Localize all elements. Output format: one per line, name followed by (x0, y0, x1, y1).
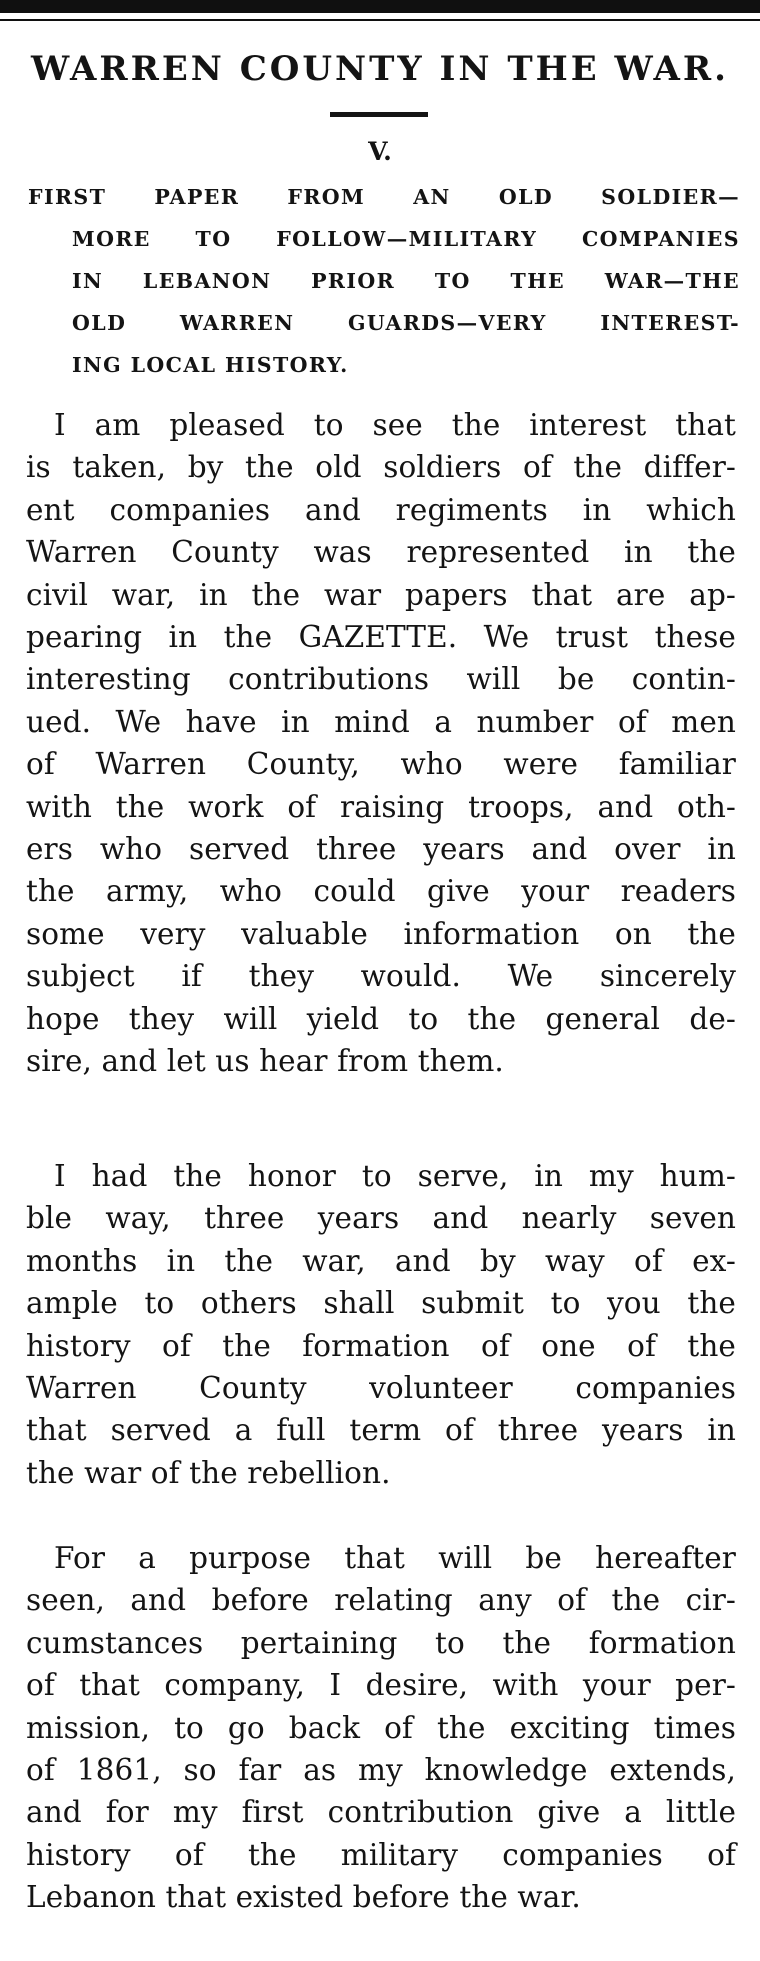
text-line: ble way, three years and nearly seven (26, 1201, 736, 1236)
text-line: interesting contributions will be contin- (26, 662, 736, 697)
deck-line: ING LOCAL HISTORY. (72, 353, 349, 377)
deck-line: MORE TO FOLLOW—MILITARY COMPANIES (72, 227, 740, 251)
text-line: mission, to go back of the exciting times (26, 1710, 736, 1745)
text-line: is taken, by the old soldiers of the differ- (26, 450, 736, 485)
paragraph-2 (26, 1155, 736, 1494)
text-line: seen, and before relating any of the cir- (26, 1583, 736, 1618)
headline-divider (330, 112, 428, 117)
text-line: history of the military companies of (26, 1837, 736, 1872)
article-deck (28, 176, 740, 386)
text-line: with the work of raising troops, and oth- (26, 789, 736, 824)
article-headline: WARREN COUNTY IN THE WAR. (30, 49, 730, 89)
text-line: Warren County was represented in the (26, 535, 736, 570)
text-line: of 1861, so far as my knowledge extends, (26, 1753, 736, 1788)
text-line: civil war, in the war papers that are ap- (26, 577, 736, 612)
text-line: sire, and let us hear from them. (26, 1044, 504, 1079)
text-line: the war of the rebellion. (26, 1455, 391, 1490)
text-line: Warren County volunteer companies (26, 1371, 736, 1406)
paragraph-3 (26, 1537, 736, 1919)
text-line: some very valuable information on the (26, 916, 736, 951)
text-line: For a purpose that will be hereafter (54, 1541, 736, 1575)
text-line: of that company, I desire, with your per- (26, 1668, 736, 1703)
top-thin-rule (0, 19, 760, 21)
text-line: Lebanon that existed before the war. (26, 1880, 581, 1915)
text-line: pearing in the GAZETTE. We trust these (26, 620, 736, 655)
text-line: that served a full term of three years in (26, 1413, 736, 1448)
text-line: I am pleased to see the interest that (54, 408, 736, 442)
text-line: ample to others shall submit to you the (26, 1286, 736, 1321)
text-line: ent companies and regiments in which (26, 492, 736, 527)
text-line: subject if they would. We sincerely (26, 959, 736, 994)
deck-line: OLD WARREN GUARDS—VERY INTEREST- (72, 311, 740, 335)
deck-line: IN LEBANON PRIOR TO THE WAR—THE (72, 269, 740, 293)
text-line: and for my first contribution give a little (26, 1795, 736, 1830)
text-line: I had the honor to serve, in my hum- (54, 1159, 736, 1193)
text-line: ued. We have in mind a number of men (26, 704, 736, 739)
text-line: months in the war, and by way of ex- (26, 1243, 736, 1278)
text-line: history of the formation of one of the (26, 1328, 736, 1363)
text-line: cumstances pertaining to the formation (26, 1625, 736, 1660)
text-line: hope they will yield to the general de- (26, 1001, 736, 1036)
paragraph-1 (26, 404, 736, 1083)
text-line: of Warren County, who were familiar (26, 747, 736, 782)
text-line: ers who served three years and over in (26, 832, 736, 867)
section-number: V. (368, 137, 392, 166)
text-line: the army, who could give your readers (26, 874, 736, 909)
deck-line: FIRST PAPER FROM AN OLD SOLDIER— (28, 185, 740, 209)
top-heavy-rule (0, 0, 760, 13)
